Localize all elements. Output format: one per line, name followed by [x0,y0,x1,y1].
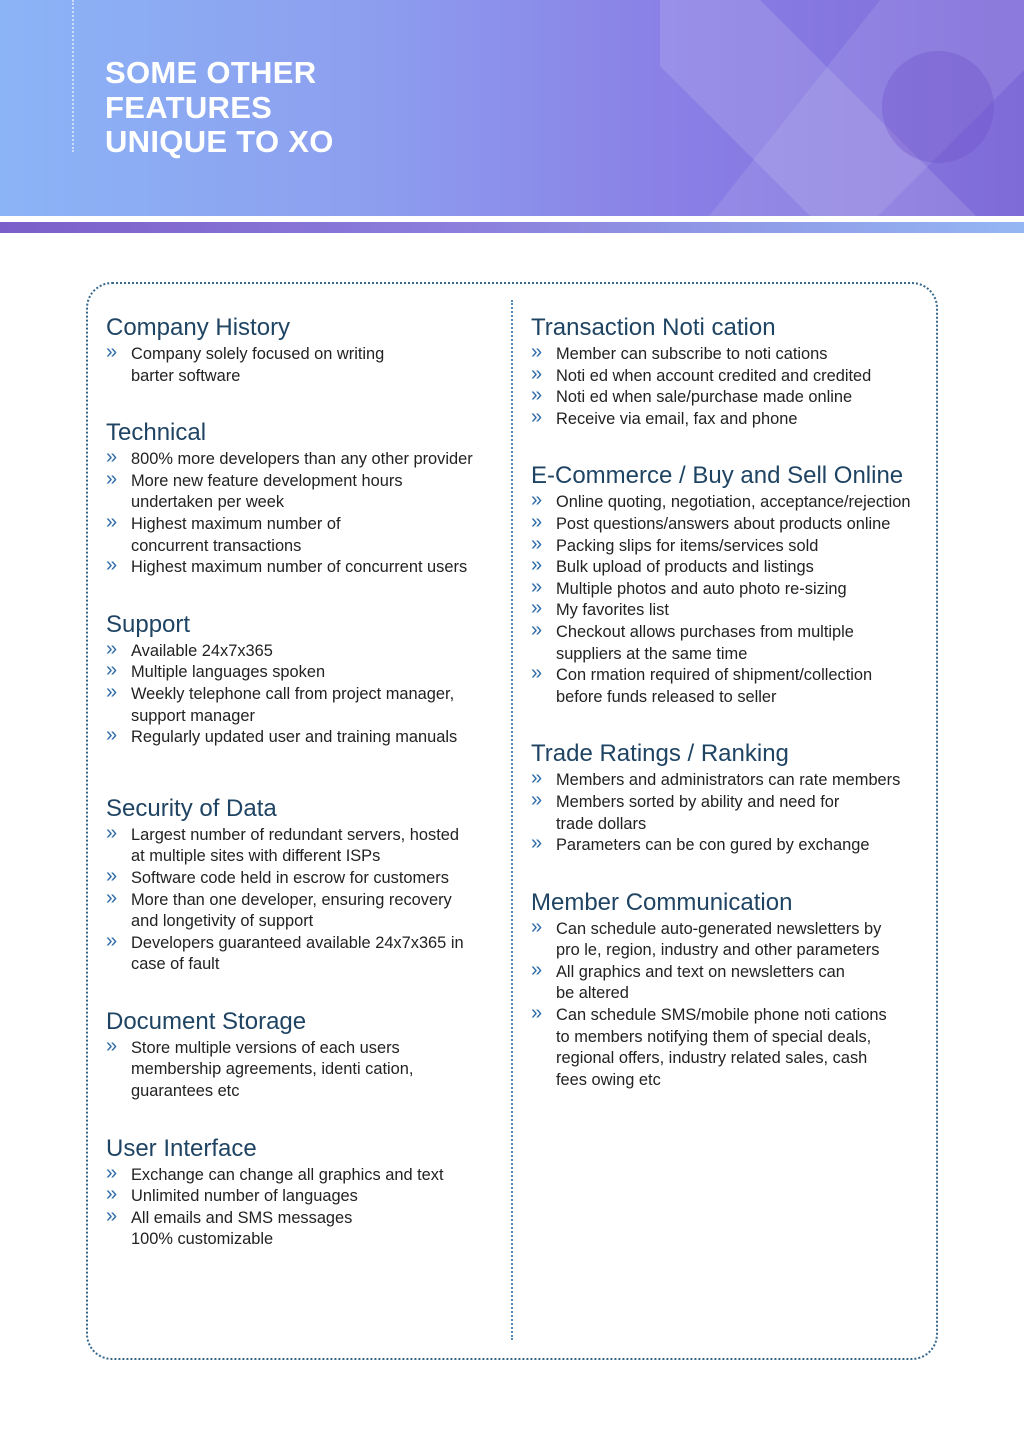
section-member-communication [531,887,931,1092]
section-heading: Transaction Noti cation [531,314,776,341]
title-line: FEATURES [105,89,273,125]
feature-item: » Members sorted by ability and need for trade dollars [531,792,931,835]
feature-item: » Weekly telephone call from project manager, support manager [106,684,510,727]
feature-item: » Largest number of redundant servers, hosted at multiple sites with different ISPs [106,825,510,868]
feature-list [531,770,931,856]
feature-list [531,919,931,1092]
section-heading: E-Commerce / Buy and Sell Online [531,462,904,490]
feature-item: » Post questions/answers about products online [531,514,931,536]
section-heading: Technical [106,419,207,447]
feature-list [106,1038,510,1103]
right-column [531,312,931,1091]
feature-item: » Con rmation required of shipment/collection before funds released to seller [531,665,931,708]
feature-item: » Can schedule auto-generated newsletters by pro le, region, industry and other parameters [531,919,931,962]
feature-item: » 800% more developers than any other provider [106,449,510,471]
feature-item: » Bulk upload of products and listings [531,557,931,579]
feature-item: » Highest maximum number of concurrent transactions [106,514,510,557]
section-security-of-data [106,793,510,976]
section-heading: Security of Data [106,794,277,822]
feature-item: » Multiple photos and auto photo re-sizing [531,579,931,601]
section-technical [106,417,510,579]
feature-item: » Store multiple versions of each users membership agreements, identi cation, guarantees etc [106,1038,510,1103]
feature-item: » Packing slips for items/services sold [531,536,931,558]
header-stripe [0,222,1024,233]
section-heading: Member Communication [531,888,793,916]
feature-list [106,1165,510,1251]
section-heading: Trade Ratings / Ranking [531,740,789,768]
feature-item: » Noti ed when sale/purchase made online [531,387,931,409]
feature-item: » Multiple languages spoken [106,662,510,684]
section-user-interface [106,1133,510,1251]
feature-item: » Members and administrators can rate members [531,770,931,792]
feature-item: » More new feature development hours undertaken per week [106,471,510,514]
feature-item: » Highest maximum number of concurrent users [106,557,510,579]
section-heading: Company History [106,314,291,341]
page-title [105,56,334,160]
feature-item: » Checkout allows purchases from multiple suppliers at the same time [531,622,931,665]
section-heading: Support [106,610,191,638]
feature-list [106,449,510,579]
section-document-storage [106,1006,510,1103]
feature-item: » More than one developer, ensuring recovery and longetivity of support [106,890,510,933]
header-dotted-line [72,0,74,152]
feature-item: » Parameters can be con gured by exchange [531,835,931,857]
feature-item: » Company solely focused on writing barter software [106,344,510,387]
column-divider [511,300,513,1340]
left-column [106,312,510,1251]
feature-item: » Can schedule SMS/mobile phone noti cations to members notifying them of special deals, regional offers, industry related sales, cash fees owing etc [531,1005,931,1091]
feature-item: » Available 24x7x365 [106,641,510,663]
feature-item: » Software code held in escrow for customers [106,868,510,890]
feature-item: » All emails and SMS messages 100% customizable [106,1208,510,1251]
feature-item: » Unlimited number of languages [106,1186,510,1208]
feature-item: » All graphics and text on newsletters can be altered [531,962,931,1005]
feature-item: » Exchange can change all graphics and text [106,1165,510,1187]
section-e-commerce-buy-and-sell-online [531,460,931,708]
feature-item: » Receive via email, fax and phone [531,409,931,431]
section-support [106,609,510,749]
section-heading: Document Storage [106,1007,307,1035]
feature-list [106,641,510,749]
section-trade-ratings-ranking [531,738,931,856]
title-line: SOME OTHER [105,55,317,90]
feature-item: » Noti ed when account credited and credited [531,366,931,388]
feature-item: » My favorites list [531,600,931,622]
feature-list [106,825,510,976]
section-company-history [106,312,510,387]
feature-list [531,344,931,430]
section-transaction-noti-cation [531,312,931,430]
feature-item: » Member can subscribe to noti cations [531,344,931,366]
section-heading: User Interface [106,1134,257,1162]
title-line: UNIQUE TO XO [105,124,334,159]
feature-item: » Developers guaranteed available 24x7x365 in case of fault [106,933,510,976]
feature-item: » Online quoting, negotiation, acceptance/rejection [531,492,931,514]
header-banner [0,0,1024,216]
feature-item: » Regularly updated user and training manuals [106,727,510,749]
feature-list [531,492,931,708]
feature-list [106,344,510,387]
